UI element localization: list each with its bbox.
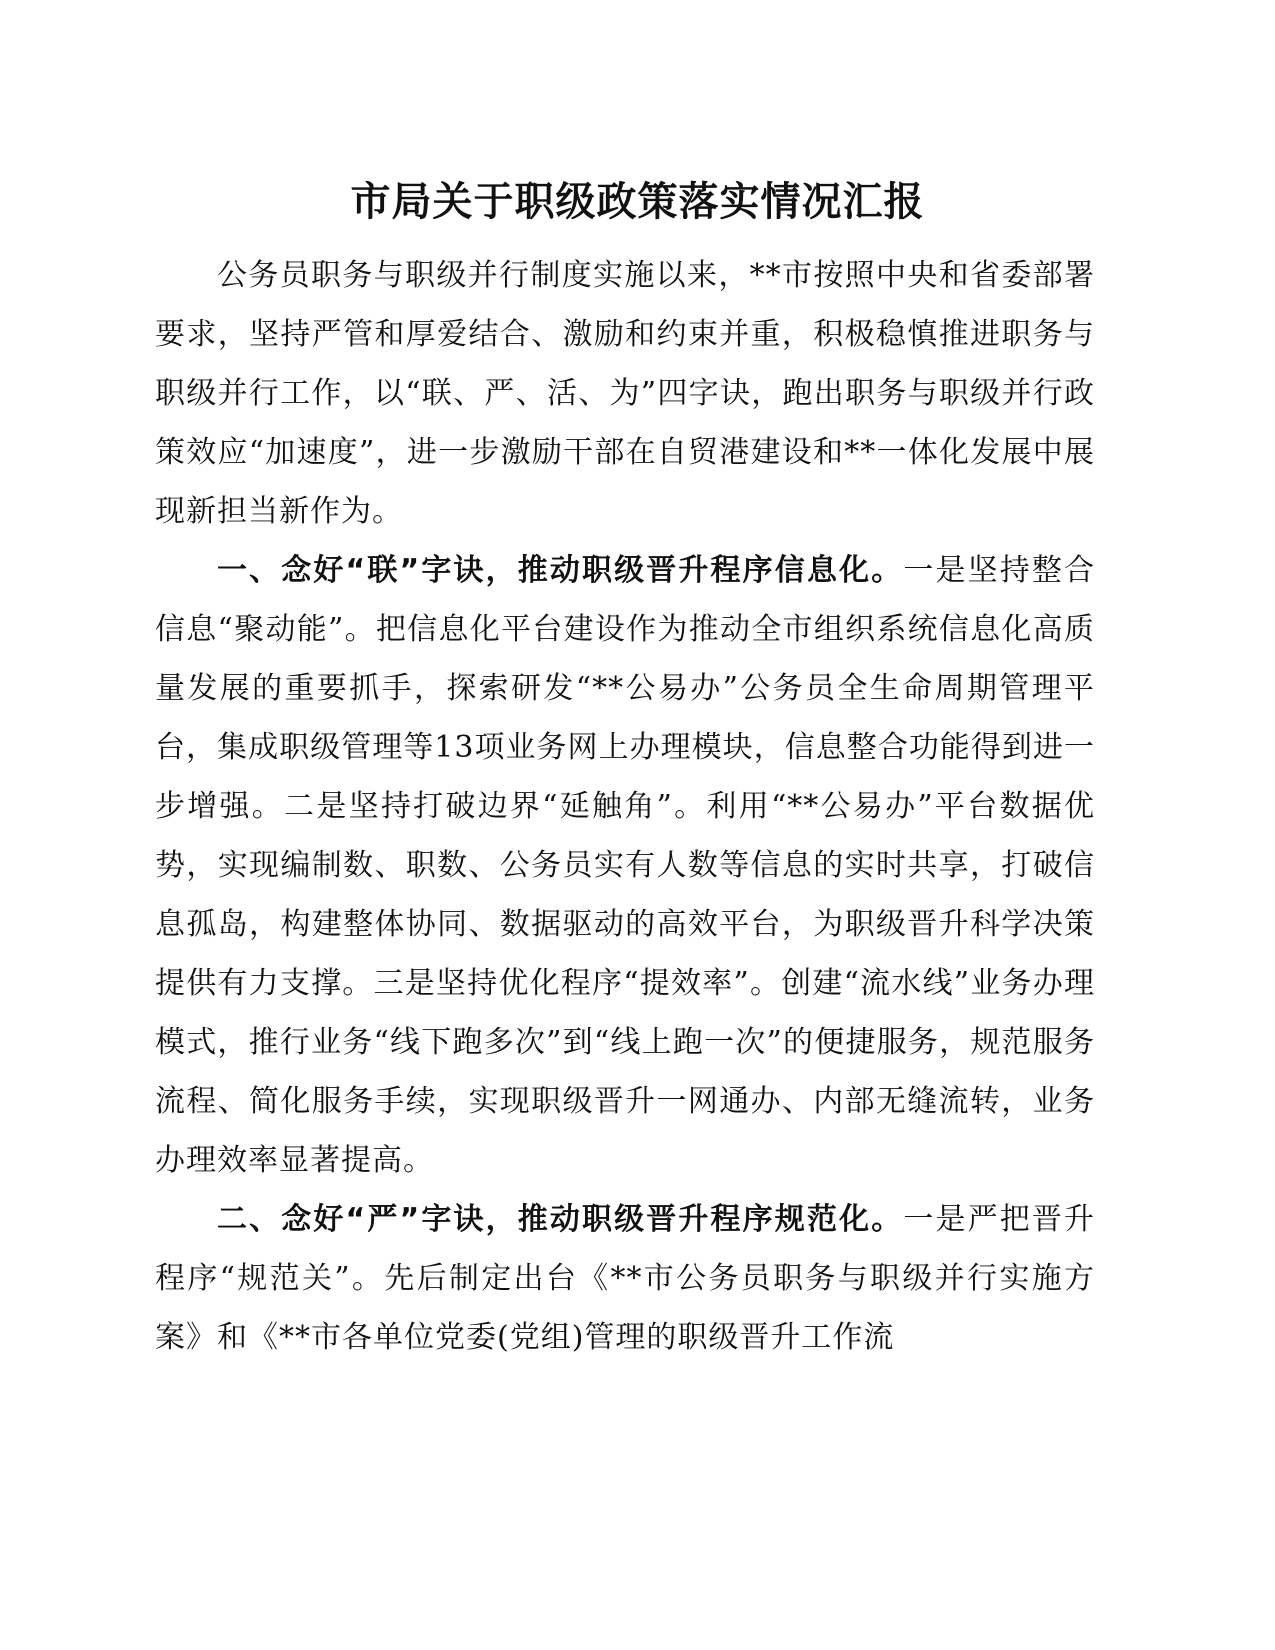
document-body bbox=[155, 246, 1095, 1367]
section-1-paragraph bbox=[155, 541, 1095, 1190]
section-2-heading: 二、念好“严”字诀，推动职级晋升程序规范化。 bbox=[217, 1202, 904, 1237]
document-title: 市局关于职级政策落实情况汇报 bbox=[350, 178, 925, 225]
section-1-body: 一是坚持整合信息“聚动能”。把信息化平台建设作为推动全市组织系统信息化高质量发展的重要抓手，探索研发“**公易办”公务员全生命周期管理平台，集成职级管理等13项业务网上办理模块，信息整合功能得到进一步增强。二是坚持打破边界“延触角”。利用“**公易办”平台数据优势，实现编制数、职数、公务员实有人数等信息的实时共享，打破信息孤岛，构建整体协同、数据驱动的高效平台，为职级晋升科学决策提供有力支撑。三是坚持优化程序“提效率”。创建“流水线”业务办理模式，推行业务“线下跑多次”到“线上跑一次”的便捷服务，规范服务流程、简化服务手续，实现职级晋升一网通办、内部无缝流转，业务办理效率显著提高。 bbox=[155, 553, 1096, 1178]
intro-paragraph: 公务员职务与职级并行制度实施以来，**市按照中央和省委部署要求，坚持严管和厚爱结合、激励和约束并重，积极稳慎推进职务与职级并行工作，以“联、严、活、为”四字诀，跑出职务与职级并行政策效应“加速度”，进一步激励干部在自贸港建设和**一体化发展中展现新担当新作为。 bbox=[155, 258, 1095, 529]
section-1-heading: 一、念好“联”字诀，推动职级晋升程序信息化。 bbox=[217, 553, 904, 588]
section-2-body: 一是严把晋升程序“规范关”。先后制定出台《**市公务员职务与职级并行实施方案》和《**市各单位党委(党组)管理的职级晋升工作流 bbox=[155, 1202, 1096, 1355]
section-2-paragraph bbox=[155, 1190, 1095, 1367]
